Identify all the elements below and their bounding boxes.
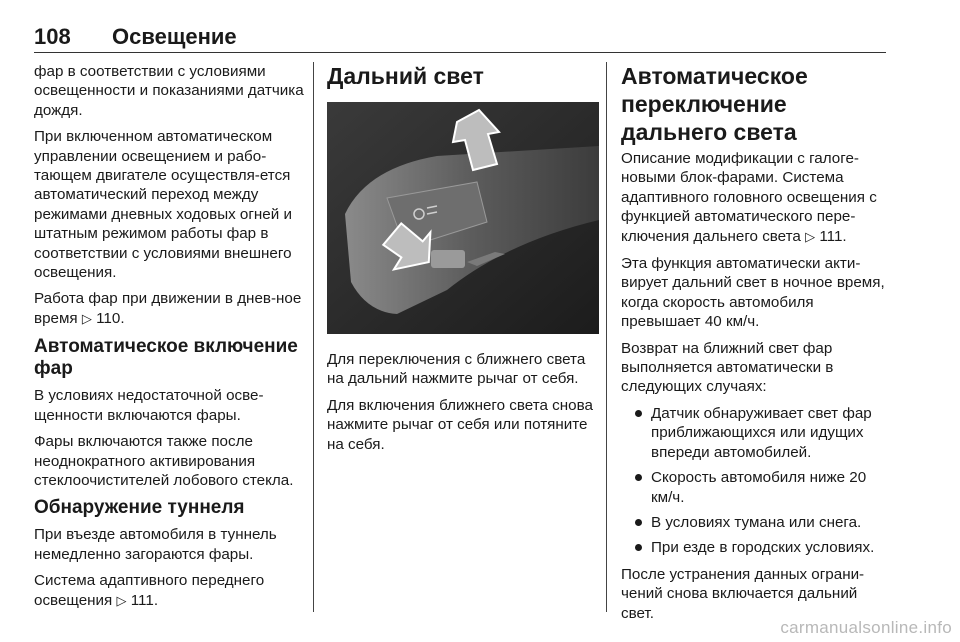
paragraph: Для включения ближнего света снова нажмите рычаг от себя или потяните на себя.: [327, 396, 593, 453]
subheading-tunnel: Обнаружение туннеля: [34, 497, 245, 519]
paragraph: Работа фар при движении в днев-ное время ▷ 110.: [34, 290, 302, 327]
list-item: Датчик обнаруживает свет фар приближающихся или идущих впереди автомобилей.: [621, 404, 889, 462]
subheading-auto-headlights: Автоматическое включение фар: [34, 336, 298, 380]
paragraph: После устранения данных ограни-чений снова включается дальний свет.: [621, 565, 865, 622]
heading-high-beam: Дальний свет: [327, 63, 484, 89]
section-title: Освещение: [112, 24, 237, 49]
paragraph: Система адаптивного переднего освещения ▷ 111.: [34, 572, 265, 609]
column-right: [621, 62, 889, 630]
paragraph: Фары включаются также после неоднократного активирования стеклоочистителей лобового стекла.: [34, 433, 294, 489]
column-left: [34, 62, 304, 618]
page-reference-link[interactable]: 111.: [130, 591, 159, 609]
paragraph: При въезде автомобиля в туннель немедленно загораются фары.: [34, 526, 277, 563]
list-item: Скорость автомобиля ниже 20 км/ч.: [621, 468, 889, 507]
headlight-lever-illustration: [327, 102, 599, 334]
page-number: 108: [34, 24, 71, 49]
reference-arrow-icon: ▷: [116, 593, 127, 609]
conditions-list: [621, 404, 889, 558]
column-divider: [313, 62, 314, 612]
list-item: В условиях тумана или снега.: [621, 513, 889, 532]
column-middle: [327, 62, 599, 461]
paragraph: фар в соответствии с условиями освещенности и показаниями датчика дождя.: [34, 63, 304, 119]
column-divider: [606, 62, 607, 612]
watermark: carmanualsonline.info: [780, 618, 952, 637]
reference-arrow-icon: ▷: [81, 311, 92, 327]
heading-auto-high-beam: Автоматическое переключение дальнего света: [621, 63, 808, 145]
paragraph: При включенном автоматическом управлении освещением и рабо-тающем двигателе осуществля-ется автоматический переход между режимами дневных ходовых огней и штатным режимом работы фар в соответствии с условиями внешнего освещения.: [34, 128, 292, 282]
paragraph: Описание модификации с галоге-новыми блок-фарами. Система адаптивного головного освещения с функцией автоматического пере-ключения дальнего света ▷ 111.: [621, 150, 877, 245]
paragraph: Для переключения с ближнего света на дальний нажмите рычаг от себя.: [327, 351, 586, 388]
paragraph: Эта функция автоматически акти-вирует дальний свет в ночное время, когда скорость автомобиля превышает 40 км/ч.: [621, 255, 885, 331]
page-reference-link[interactable]: 111.: [819, 227, 847, 245]
reference-arrow-icon: ▷: [805, 229, 816, 245]
paragraph: В условиях недостаточной осве-щенности включаются фары.: [34, 387, 264, 424]
page-reference-link[interactable]: 110.: [96, 309, 125, 327]
paragraph: Возврат на ближний свет фар выполняется автоматически в следующих случаях:: [621, 339, 834, 396]
list-item: При езде в городских условиях.: [621, 538, 889, 557]
page-header: [34, 22, 886, 53]
